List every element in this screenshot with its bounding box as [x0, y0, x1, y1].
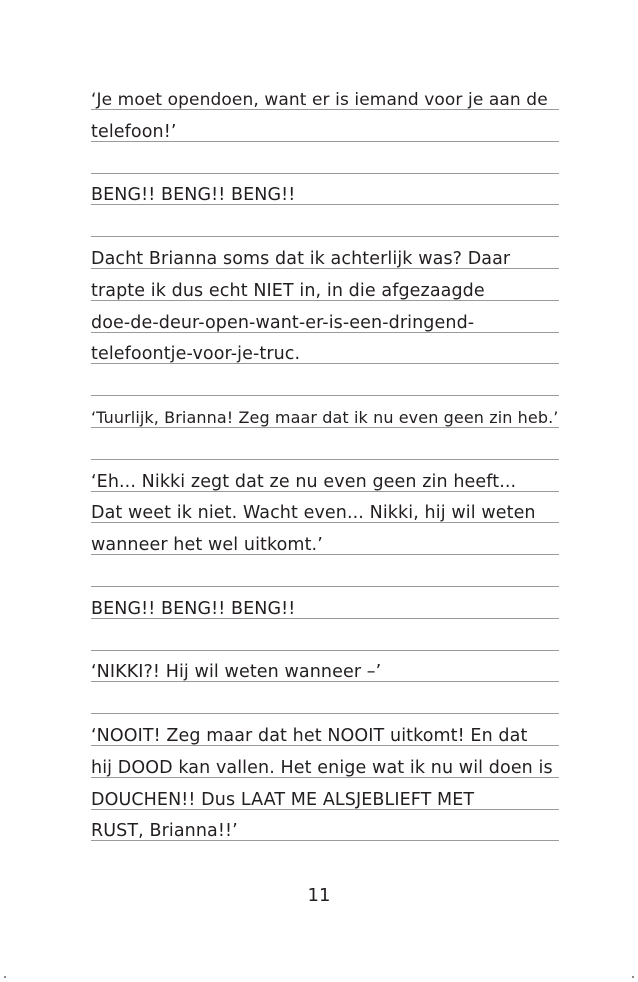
text-line: telefoontje-voor-je-truc. — [91, 344, 301, 364]
ruled-line — [91, 236, 559, 237]
crop-mark-left — [4, 976, 6, 978]
ruled-line — [91, 586, 559, 587]
text-line: trapte ik dus echt NIET in, in die afgezaagde — [91, 281, 485, 301]
text-line: ‘Je moet opendoen, want er is iemand voor je aan de — [91, 90, 548, 110]
text-line: ‘NOOIT! Zeg maar dat het NOOIT uitkomt! En dat — [91, 726, 528, 746]
text-line: Dacht Brianna soms dat ik achterlijk was? Daar — [91, 249, 511, 269]
page-number: 11 — [307, 885, 331, 906]
text-line: hij DOOD kan vallen. Het enige wat ik nu wil doen is — [91, 758, 553, 778]
ruled-line — [91, 459, 559, 460]
text-line: ‘NIKKI?! Hij wil weten wanneer –’ — [91, 662, 382, 682]
ruled-line — [91, 395, 559, 396]
text-line: BENG!! BENG!! BENG!! — [91, 599, 296, 619]
text-line: DOUCHEN!! Dus LAAT ME ALSJEBLIEFT MET — [91, 790, 475, 810]
crop-mark-right — [632, 976, 634, 978]
text-line: ‘Eh... Nikki zegt dat ze nu even geen zin heeft... — [91, 472, 517, 492]
ruled-line — [91, 650, 559, 651]
ruled-line — [91, 713, 559, 714]
text-line: Dat weet ik niet. Wacht even... Nikki, hij wil weten — [91, 503, 536, 523]
text-line: BENG!! BENG!! BENG!! — [91, 185, 296, 205]
text-line: ‘Tuurlijk, Brianna! Zeg maar dat ik nu even geen zin heb.’ — [91, 408, 559, 427]
text-line: wanneer het wel uitkomt.’ — [91, 535, 323, 555]
text-line: telefoon!’ — [91, 122, 177, 142]
text-line: doe-de-deur-open-want-er-is-een-dringend- — [91, 313, 475, 333]
ruled-line — [91, 173, 559, 174]
text-line: RUST, Brianna!!’ — [91, 821, 238, 841]
